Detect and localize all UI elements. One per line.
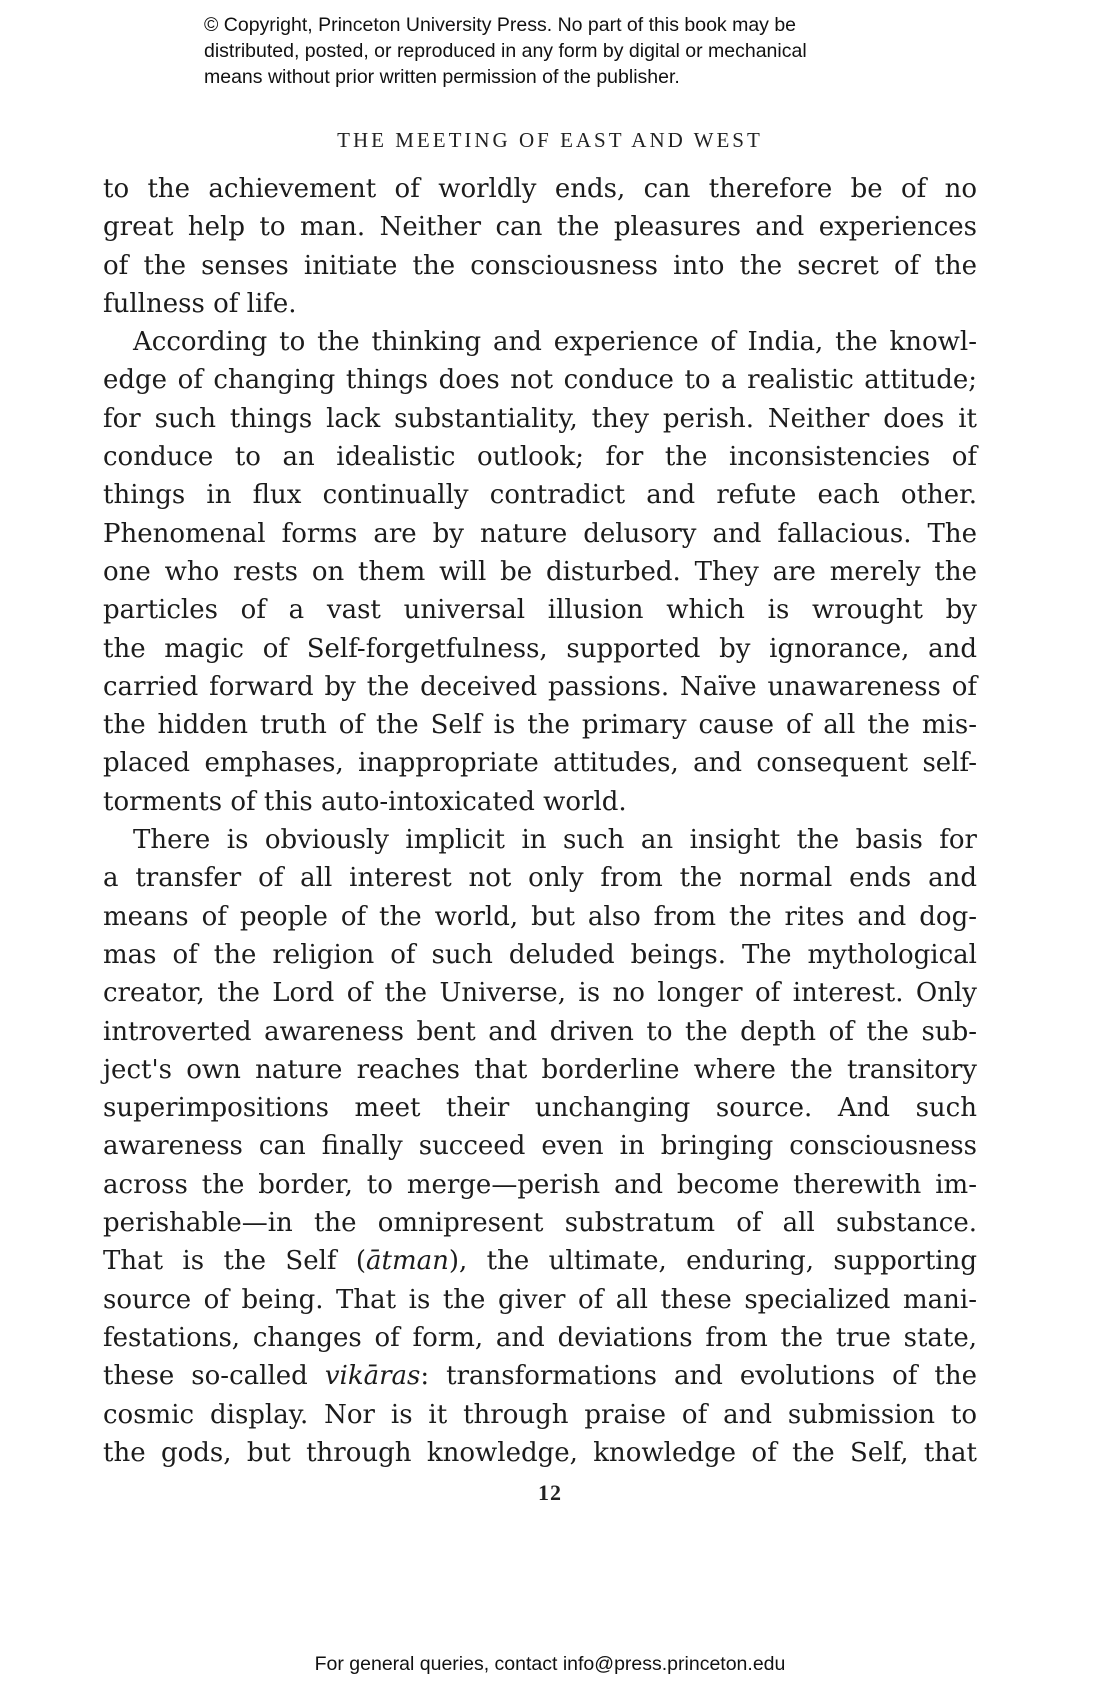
sanskrit-term: ātman (366, 1246, 449, 1277)
text-line: edge of changing things does not conduce to a realistic attitude; (103, 365, 977, 396)
text-line: one who rests on them will be disturbed. They are merely the (103, 556, 977, 587)
text-line: ject's own nature reaches that borderline where the transitory (103, 1054, 977, 1085)
text-line: particles of a vast universal illusion which is wrought by (103, 595, 977, 626)
body-text (103, 170, 977, 1472)
text-line: means of people of the world, but also from the rites and dog- (103, 901, 977, 932)
footer-contact: For general queries, contact info@press.princeton.edu (314, 1653, 786, 1675)
text-line: torments of this auto-intoxicated world. (103, 786, 627, 817)
text-line: conduce to an idealistic outlook; for the inconsistencies of (103, 442, 977, 473)
text-line: fullness of life. (103, 288, 297, 319)
text-line: superimpositions meet their unchanging source. And such (103, 1093, 977, 1124)
text-line: of the senses initiate the consciousness into the secret of the (103, 250, 977, 281)
text-line: across the border, to merge—perish and become therewith im- (103, 1169, 977, 1200)
text-line: mas of the religion of such deluded beings. The mythological (103, 939, 977, 970)
text-line: things in flux continually contradict and refute each other. (103, 480, 977, 511)
text-line: That is the Self (ātman), the ultimate, enduring, supporting (103, 1246, 977, 1277)
text-line: perishable—in the omnipresent substratum of all substance. (103, 1208, 977, 1239)
text-line: these so-called vikāras: transformations and evolutions of the (103, 1361, 977, 1392)
text-line: the magic of Self-forgetfulness, supported by ignorance, and (103, 633, 977, 664)
copyright-line: distributed, posted, or reproduced in any form by digital or mechanical (204, 40, 807, 62)
text-line: the hidden truth of the Self is the primary cause of all the mis- (103, 710, 977, 741)
text-line: carried forward by the deceived passions. Naïve unawareness of (103, 671, 977, 702)
text-line: for such things lack substantiality, they perish. Neither does it (103, 403, 977, 434)
text-line: Phenomenal forms are by nature delusory and fallacious. The (103, 518, 977, 549)
copyright-line: means without prior written permission of the publisher. (204, 66, 680, 88)
text-line: great help to man. Neither can the pleasures and experiences (103, 212, 977, 243)
text-line: According to the thinking and experience of India, the knowl- (133, 327, 977, 358)
text-line: placed emphases, inappropriate attitudes, and consequent self- (103, 748, 977, 779)
text-line: source of being. That is the giver of all these specialized mani- (103, 1284, 977, 1315)
page-number: 12 (538, 1480, 562, 1505)
text-line: There is obviously implicit in such an insight the basis for (133, 825, 977, 856)
copyright-line: © Copyright, Princeton University Press. No part of this book may be (204, 14, 797, 36)
text-line: creator, the Lord of the Universe, is no longer of interest. Only (103, 978, 977, 1009)
sanskrit-term: vikāras (324, 1361, 421, 1392)
copyright-notice (204, 12, 924, 90)
text-line: awareness can finally succeed even in bringing consciousness (103, 1131, 977, 1162)
text-line: festations, changes of form, and deviations from the true state, (103, 1322, 977, 1353)
text-line: introverted awareness bent and driven to the depth of the sub- (103, 1016, 977, 1047)
text-line: cosmic display. Nor is it through praise of and submission to (103, 1399, 977, 1430)
text-line: a transfer of all interest not only from the normal ends and (103, 863, 977, 894)
running-head: THE MEETING OF EAST AND WEST (337, 128, 763, 152)
text-line: to the achievement of worldly ends, can therefore be of no (103, 174, 977, 204)
text-line: the gods, but through knowledge, knowledge of the Self, that (103, 1437, 977, 1468)
